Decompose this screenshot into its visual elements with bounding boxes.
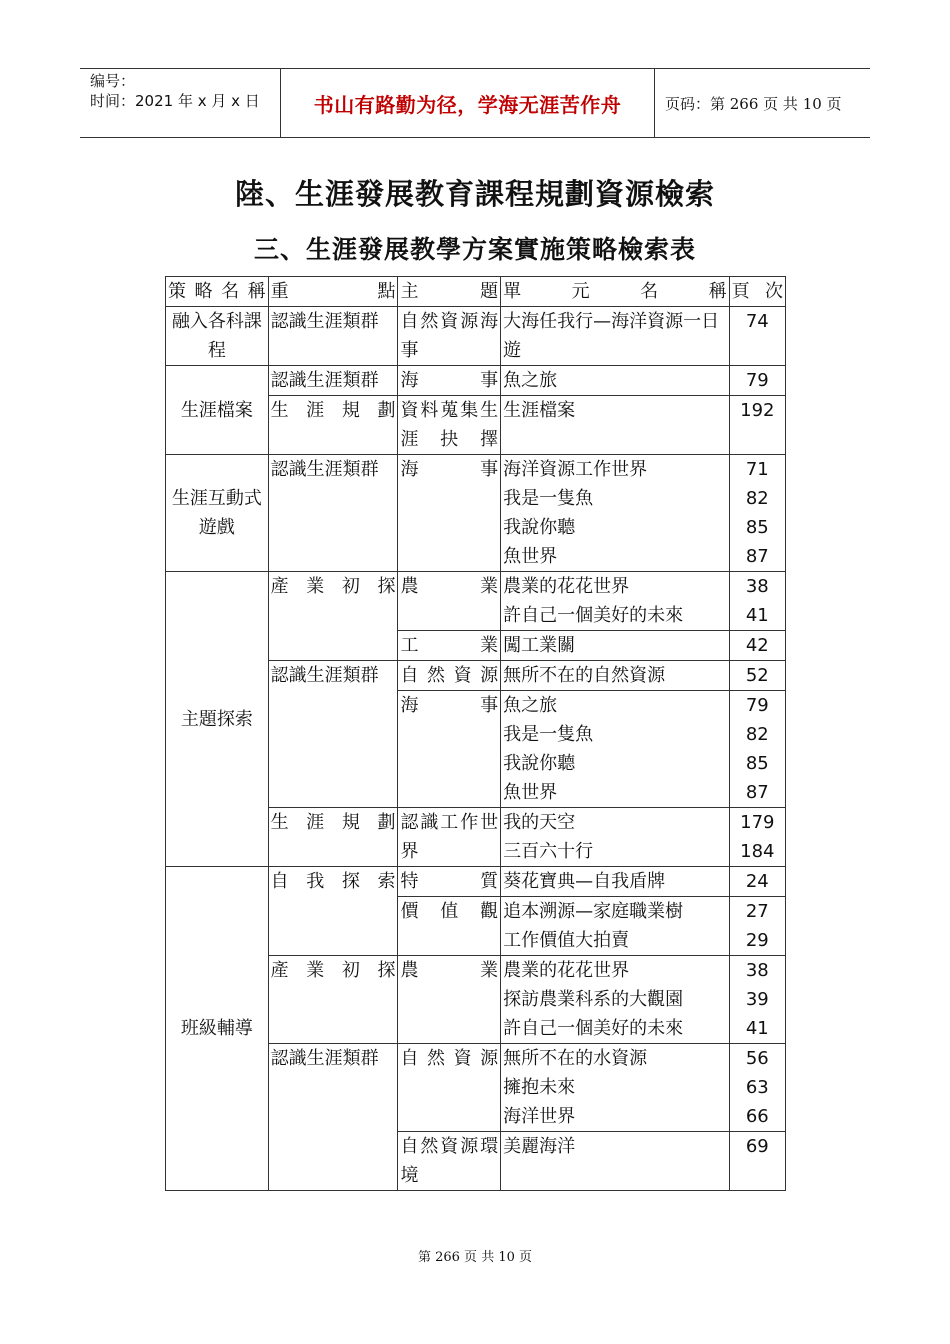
unit-item: 追本溯源—家庭職業樹	[503, 901, 684, 922]
page-item: 27	[745, 901, 769, 922]
unit-cell: 無所不在的自然資源	[501, 661, 729, 691]
page-item: 29	[745, 930, 769, 951]
page-item: 85	[745, 753, 769, 774]
table-row	[166, 572, 786, 631]
unit-cell	[501, 956, 729, 1044]
focus-cell: 認識生涯類群	[268, 661, 398, 808]
unit-cell	[501, 1044, 729, 1132]
page-item: 41	[745, 1018, 769, 1039]
unit-cell: 闖工業關	[501, 631, 729, 661]
header-strategy: 策略名稱	[166, 277, 269, 307]
page-item: 87	[745, 546, 769, 567]
unit-cell	[501, 455, 729, 572]
page-cell	[729, 956, 785, 1044]
unit-item: 農業的花花世界	[503, 576, 630, 597]
page-footer: 第 266 页 共 10 页	[417, 1250, 533, 1265]
theme-cell: 自然資源海事	[398, 307, 501, 366]
focus-cell: 生涯規劃	[268, 396, 398, 455]
page-cell: 74	[729, 307, 785, 366]
theme-cell: 農業	[398, 572, 501, 631]
page-item: 63	[745, 1077, 769, 1098]
focus-cell: 生涯規劃	[268, 808, 398, 867]
unit-item: 魚世界	[503, 782, 558, 803]
page-cell: 24	[729, 867, 785, 897]
table-row	[166, 867, 786, 897]
page-title: 陸、生涯發展教育課程規劃資源檢索	[234, 177, 715, 211]
page-cell	[729, 572, 785, 631]
unit-cell	[501, 808, 729, 867]
page-item: 85	[745, 517, 769, 538]
page-cell: 79	[729, 366, 785, 396]
focus-cell: 認識生涯類群	[268, 455, 398, 572]
page-cell: 42	[729, 631, 785, 661]
strategy-table	[165, 276, 786, 1191]
unit-item: 海洋世界	[503, 1106, 576, 1127]
header-meta	[80, 69, 280, 137]
table-header-row	[166, 277, 786, 307]
theme-cell: 海事	[398, 691, 501, 808]
focus-cell: 認識生涯類群	[268, 1044, 398, 1191]
theme-cell: 工業	[398, 631, 501, 661]
unit-item: 農業的花花世界	[503, 960, 630, 981]
header-unit: 單元名稱	[501, 277, 729, 307]
unit-item: 我是一隻魚	[503, 724, 594, 745]
page-cell	[729, 1044, 785, 1132]
unit-item: 探訪農業科系的大觀園	[503, 989, 684, 1010]
table-row	[166, 366, 786, 396]
header-focus: 重點	[268, 277, 398, 307]
page-cell: 52	[729, 661, 785, 691]
unit-item: 許自己一個美好的未來	[503, 1018, 684, 1039]
theme-cell: 價值觀	[398, 897, 501, 956]
unit-item: 我的天空	[503, 812, 576, 833]
theme-cell: 農業	[398, 956, 501, 1044]
unit-cell: 葵花寶典—自我盾牌	[501, 867, 729, 897]
unit-cell	[501, 897, 729, 956]
page-cell	[729, 455, 785, 572]
page-item: 66	[745, 1106, 769, 1127]
page-info: 页码：第 266 页 共 10 页	[665, 94, 842, 113]
unit-item: 工作價值大拍賣	[503, 930, 630, 951]
theme-cell: 海事	[398, 366, 501, 396]
page-cell: 69	[729, 1132, 785, 1191]
page-cell	[729, 897, 785, 956]
theme-cell: 自然資源	[398, 1044, 501, 1132]
strategy-cell: 班級輔導	[166, 867, 269, 1191]
page-item: 82	[745, 724, 769, 745]
theme-cell: 資料蒐集生涯抉擇	[398, 396, 501, 455]
strategy-cell: 融入各科課程	[166, 307, 269, 366]
theme-cell: 自然資源環境	[398, 1132, 501, 1191]
theme-cell: 海事	[398, 455, 501, 572]
unit-cell	[501, 572, 729, 631]
table-row	[166, 307, 786, 366]
unit-item: 魚之旅	[503, 695, 558, 716]
unit-item: 海洋資源工作世界	[503, 459, 648, 480]
header-theme: 主題	[398, 277, 501, 307]
unit-item: 魚世界	[503, 546, 558, 567]
page-item: 179	[740, 812, 775, 833]
page-header	[80, 68, 870, 138]
unit-cell: 生涯檔案	[501, 396, 729, 455]
page-item: 82	[745, 488, 769, 509]
page-item: 41	[745, 605, 769, 626]
unit-item: 三百六十行	[503, 841, 594, 862]
unit-cell	[501, 691, 729, 808]
unit-cell: 美麗海洋	[501, 1132, 729, 1191]
motto: 书山有路勤为径，学海无涯苦作舟	[313, 92, 622, 117]
unit-item: 許自己一個美好的未來	[503, 605, 684, 626]
table-row	[166, 455, 786, 572]
focus-cell: 自我探索	[268, 867, 398, 956]
page-cell	[729, 691, 785, 808]
page-item: 38	[745, 576, 769, 597]
header-page-cell	[655, 69, 870, 137]
focus-cell: 認識生涯類群	[268, 307, 398, 366]
header-page: 頁次	[729, 277, 785, 307]
focus-cell: 認識生涯類群	[268, 366, 398, 396]
unit-item: 我說你聽	[503, 517, 576, 538]
focus-cell: 產業初探	[268, 572, 398, 661]
strategy-cell: 生涯互動式遊戲	[166, 455, 269, 572]
date-label: 时间：2021 年 x 月 x 日	[90, 92, 260, 110]
page-cell: 192	[729, 396, 785, 455]
page-item: 39	[745, 989, 769, 1010]
page-item: 87	[745, 782, 769, 803]
page-item: 38	[745, 960, 769, 981]
page-item: 56	[745, 1048, 769, 1069]
strategy-cell: 生涯檔案	[166, 366, 269, 455]
unit-cell: 魚之旅	[501, 366, 729, 396]
unit-item: 我是一隻魚	[503, 488, 594, 509]
unit-cell: 大海任我行—海洋資源一日遊	[501, 307, 729, 366]
number-label: 编号：	[90, 72, 136, 90]
unit-item: 無所不在的水資源	[503, 1048, 648, 1069]
theme-cell: 自然資源	[398, 661, 501, 691]
page-item: 79	[745, 695, 769, 716]
theme-cell: 認識工作世界	[398, 808, 501, 867]
header-motto-cell	[280, 69, 655, 137]
page-item: 71	[745, 459, 769, 480]
unit-item: 我說你聽	[503, 753, 576, 774]
strategy-cell: 主題探索	[166, 572, 269, 867]
page-cell	[729, 808, 785, 867]
focus-cell: 產業初探	[268, 956, 398, 1044]
page-item: 184	[740, 841, 775, 862]
unit-item: 擁抱未來	[503, 1077, 576, 1098]
theme-cell: 特質	[398, 867, 501, 897]
page-subtitle: 三、生涯發展教學方案實施策略檢索表	[253, 235, 696, 264]
